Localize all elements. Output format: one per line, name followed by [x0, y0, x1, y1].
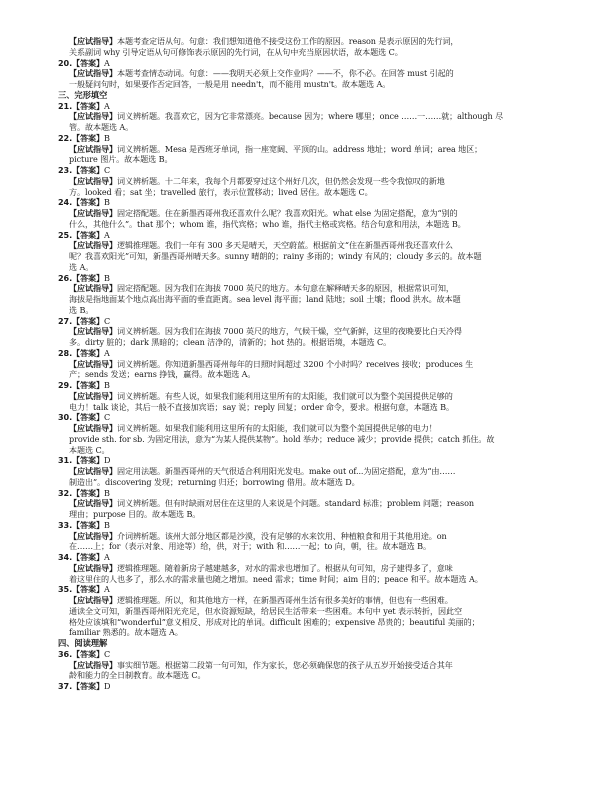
answer-value: A	[104, 100, 110, 111]
guide-text: 逻辑推理题。随着新房子越建越多，对水的需求也增加了。根据从句可知，房子建得多了，意味	[116, 562, 453, 573]
explanation-continuation: 关系副词 why 引导定语从句可修饰表示原因的先行词，在从句中充当原因状语，故本题选 C。	[69, 46, 403, 57]
explanation-continuation: 选 A。	[69, 261, 94, 272]
answer-line	[58, 455, 556, 466]
answer-line	[58, 380, 556, 391]
answer-tag: 【答案】	[72, 487, 105, 498]
answer-value: A	[104, 229, 110, 240]
answer-line	[58, 101, 556, 112]
guide-text: 逻辑推理题。我们一年有 300 多天是晴天，天空蔚蓝。根据前文“住在新墨西哥州我还喜欢什么	[116, 240, 453, 251]
answer-tag: 【答案】	[72, 455, 105, 466]
guide-text: 词义辨析题。Mesa 是西班牙单词，指一座宽阔、平顶的山。address 地址；word 单词；area 地区；	[116, 143, 483, 154]
answer-value: B	[104, 519, 110, 530]
guide-text: 词义辨析题。我喜欢它，因为它非常漂亮。because 因为；where 哪里；once ……一……就；although 尽	[116, 111, 504, 122]
answer-tag: 【答案】	[72, 648, 105, 659]
answer-tag: 【答案】	[72, 100, 105, 111]
answer-value: B	[104, 132, 110, 143]
guide-text: 词义辨析题。因为我们在海拔 7000 英尺的地方，气候干燥，空气新鲜，这里的夜晚要比白天冷得	[116, 326, 462, 337]
guide-text: 本题考查定语从句。句意：我们想知道他不接受这份工作的原因。reason 是表示原因的先行词，	[116, 36, 459, 46]
guide-text: 介词辨析题。该州大部分地区都是沙漠，没有足够的水来饮用、种植粮食和用于其他用途。on	[116, 530, 447, 541]
question-number: 26.	[58, 272, 73, 283]
explanation-continuation: familiar 熟悉的。故本题选 A。	[69, 627, 183, 638]
answer-tag: 【答案】	[72, 197, 105, 208]
explanation-continuation: 海拔是指地面某个地点高出海平面的垂直距离。sea level 海平面；land 陆地；soil 土壤；flood 洪水。故本题	[69, 294, 461, 304]
answer-tag: 【答案】	[72, 315, 105, 326]
guide-tag: 【应试指导】	[69, 466, 117, 476]
explanation-continuation: provide sth. for sb. 为固定用法，意为“为某人提供某物”。hold 举办；reduce 减少；provide 提供；catch 抓住。故	[69, 433, 495, 444]
question-number: 27.	[58, 315, 73, 326]
question-number: 31.	[58, 455, 73, 466]
answer-tag: 【答案】	[72, 412, 105, 423]
guide-text: 事实细节题。根据第二段第一句可知，作为家长，您必须确保您的孩子从五岁开始接受适合其年	[116, 659, 453, 670]
explanation-continuation: 电力！talk 谈论，其后一般不直接加宾语；say 说；reply 回复；order 命令，要求。根据句意，本题选 B。	[69, 401, 454, 412]
question-number: 20.	[58, 57, 73, 68]
guide-tag: 【应试指导】	[69, 111, 117, 122]
section-heading: 四、阅读理解	[58, 638, 108, 648]
guide-tag: 【应试指导】	[69, 659, 117, 670]
guide-text: 词义辨析题。如果我们能利用这里所有的太阳能，我们就可以为整个美国提供足够的电力！	[116, 423, 437, 433]
answer-line	[58, 412, 556, 423]
explanation-continuation: 格处应该填和“wonderful”意义相反、形成对比的单词。difficult 困难的；expensive 昂贵的；beautiful 美丽的；	[69, 616, 480, 627]
answer-line	[58, 165, 556, 176]
explanation-continuation: 多。dirty 脏的；dark 黑暗的；clean 洁净的，清新的；hot 热的。根据语境，本题选 C。	[69, 337, 392, 347]
guide-tag: 【应试指导】	[69, 208, 117, 218]
answer-value: C	[104, 315, 111, 326]
answer-value: D	[104, 455, 111, 466]
guide-line	[58, 660, 556, 671]
guide-text: 固定搭配题。因为我们在海拔 7000 英尺的地方。本句意在解释晴天多的原因，根据常识可知，	[116, 283, 454, 294]
guide-line	[58, 36, 556, 47]
answer-tag: 【答案】	[72, 552, 105, 562]
answer-value: A	[104, 57, 110, 68]
answer-value: C	[104, 412, 111, 423]
guide-line	[58, 391, 556, 402]
explanation-continuation: 选 B。	[69, 304, 94, 315]
guide-line	[58, 283, 556, 294]
answer-line	[58, 316, 556, 327]
guide-line	[58, 111, 556, 122]
answer-line	[58, 58, 556, 69]
guide-tag: 【应试指导】	[69, 498, 117, 509]
answer-line	[58, 348, 556, 359]
answer-line	[58, 681, 556, 692]
question-number: 36.	[58, 648, 73, 659]
explanation-continuation: picture 图片。故本题选 B。	[69, 154, 173, 165]
question-number: 32.	[58, 487, 73, 498]
question-number: 25.	[58, 229, 73, 240]
answer-line	[58, 133, 556, 144]
answer-value: A	[104, 347, 110, 358]
explanation-continuation: 方。looked 看；sat 坐；travelled 旅行，表示位置移动；lived 居住。故本题选 C。	[69, 186, 373, 197]
answer-tag: 【答案】	[72, 347, 105, 358]
guide-tag: 【应试指导】	[69, 283, 117, 294]
section-heading: 三、完形填空	[58, 89, 108, 100]
explanation-continuation: 在……上；for（表示对象、用途等）给，供，对于；with 和……一起；to 向，朝，往。故本题选 B。	[69, 541, 431, 552]
guide-tag: 【应试指导】	[69, 240, 117, 251]
answer-tag: 【答案】	[72, 681, 105, 691]
answer-value: B	[104, 487, 110, 498]
explanation-continuation: 着这里住的人也多了，那么水的需求量也随之增加。need 需求；time 时间；aim 目的；peace 和平。故本题选 A。	[69, 573, 483, 584]
explanation-continuation: 理由；purpose 目的。故本题选 B。	[69, 509, 201, 519]
question-number: 30.	[58, 412, 73, 423]
guide-line	[58, 531, 556, 542]
explanation-continuation: 一般疑问句时，如果要作否定回答，一般是用 needn't，而不能用 mustn't。故本题选 A。	[69, 79, 391, 89]
guide-line	[58, 498, 556, 509]
explanation-continuation: 产；sends 发送；earns 挣钱，赢得。故本题选 A。	[69, 369, 256, 380]
guide-text: 固定搭配题。住在新墨西哥州我还喜欢什么呢？我喜欢阳光。what else 为固定搭配，意为“别的	[116, 208, 458, 218]
guide-line	[58, 595, 556, 606]
answer-line	[58, 520, 556, 531]
answer-value: D	[104, 681, 111, 691]
guide-text: 词义辨析题。但有时缺雨对居住在这里的人来说是个问题。standard 标准；problem 问题；reason	[116, 498, 474, 509]
guide-text: 本题考查情态动词。句意：——我明天必须上交作业吗？——不，你不必。在回答 must 引起的	[116, 68, 454, 79]
guide-tag: 【应试指导】	[69, 390, 117, 401]
guide-tag: 【应试指导】	[69, 423, 117, 433]
answer-line	[58, 197, 556, 208]
guide-line	[58, 466, 556, 477]
guide-line	[58, 144, 556, 155]
explanation-continuation: 什么，其他什么”。that 那个；whom 谁，指代宾格；who 谁，指代主格或宾格。结合句意和用法，本题选 B。	[69, 218, 466, 229]
guide-text: 词义辨析题。有些人说，如果我们能利用这里所有的太阳能，我们就可以为整个美国提供足够的	[116, 390, 453, 401]
explanation-continuation: 龄和能力的全日制教育。故本题选 C。	[69, 670, 206, 681]
question-number: 23.	[58, 165, 73, 175]
question-number: 28.	[58, 347, 73, 358]
guide-tag: 【应试指导】	[69, 175, 117, 186]
guide-tag: 【应试指导】	[69, 143, 117, 154]
guide-line	[58, 176, 556, 187]
answer-tag: 【答案】	[72, 519, 105, 530]
explanation-continuation: 通读全文可知，新墨西哥州阳光充足，但水资源短缺，给居民生活带来一些困难。本句中 yet 表示转折，因此空	[69, 605, 462, 616]
answer-key-page	[58, 36, 556, 692]
explanation-continuation: 管。故本题选 A。	[69, 122, 134, 132]
explanation-continuation: 呢？我喜欢阳光”可知，新墨西哥州晴天多。sunny 晴朗的；rainy 多雨的；windy 有风的；cloudy 多云的。故本题	[69, 251, 482, 261]
question-number: 34.	[58, 552, 73, 562]
guide-line	[58, 423, 556, 434]
answer-tag: 【答案】	[72, 132, 105, 143]
answer-tag: 【答案】	[72, 380, 105, 390]
answer-line	[58, 273, 556, 284]
guide-tag: 【应试指导】	[69, 562, 117, 573]
question-number: 22.	[58, 132, 73, 143]
guide-line	[58, 68, 556, 79]
question-number: 24.	[58, 197, 73, 208]
answer-value: B	[104, 197, 110, 208]
answer-tag: 【答案】	[72, 165, 105, 175]
answer-line	[58, 488, 556, 499]
guide-tag: 【应试指导】	[69, 530, 117, 541]
answer-value: C	[104, 165, 111, 175]
guide-line	[58, 240, 556, 251]
explanation-continuation: 制造出”。discovering 发现；returning 归还；borrowing 借用。故本题选 D。	[69, 476, 360, 487]
guide-tag: 【应试指导】	[69, 358, 117, 369]
answer-value: A	[104, 584, 110, 595]
answer-tag: 【答案】	[72, 584, 105, 595]
guide-text: 词义辨析题。你知道新墨西哥州每年的日照时间超过 3200 个小时吗？receives 接收；produces 生	[116, 358, 474, 369]
guide-tag: 【应试指导】	[69, 595, 117, 605]
explanation-continuation: 本题选 C。	[69, 444, 110, 455]
guide-text: 词义辨析题。十二年来，我每个月都要穿过这个州好几次，但仍然会发现一些令我惊叹的新地	[116, 175, 445, 186]
guide-line	[58, 359, 556, 370]
answer-value: B	[104, 272, 110, 283]
question-number: 37.	[58, 681, 73, 691]
answer-value: A	[104, 552, 110, 562]
guide-tag: 【应试指导】	[69, 68, 117, 79]
guide-line	[58, 326, 556, 337]
answer-line	[58, 649, 556, 660]
answer-line	[58, 584, 556, 595]
question-number: 33.	[58, 519, 73, 530]
answer-tag: 【答案】	[72, 229, 105, 240]
question-number: 21.	[58, 100, 73, 111]
question-number: 29.	[58, 380, 73, 390]
answer-line	[58, 230, 556, 241]
answer-value: B	[104, 380, 110, 390]
answer-tag: 【答案】	[72, 272, 105, 283]
question-number: 35.	[58, 584, 73, 595]
guide-line	[58, 563, 556, 574]
answer-value: C	[104, 648, 111, 659]
guide-text: 固定用法题。新墨西哥州的天气很适合利用阳光发电。make out of...为固定搭配，意为“由……	[116, 466, 456, 476]
answer-tag: 【答案】	[72, 57, 105, 68]
answer-line	[58, 552, 556, 563]
guide-tag: 【应试指导】	[69, 36, 117, 46]
guide-line	[58, 208, 556, 219]
guide-tag: 【应试指导】	[69, 326, 117, 337]
guide-text: 逻辑推理题。所以，和其他地方一样，在新墨西哥州生活有很多美好的事情，但也有一些困难。	[116, 595, 453, 605]
